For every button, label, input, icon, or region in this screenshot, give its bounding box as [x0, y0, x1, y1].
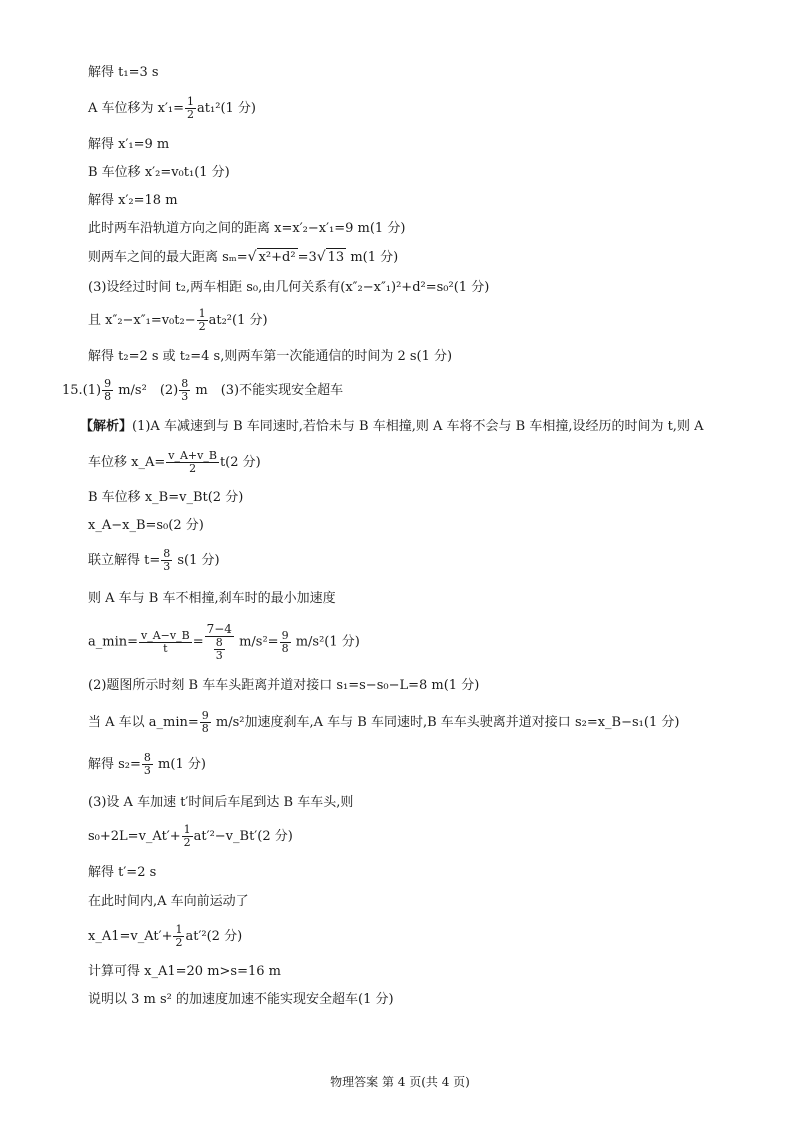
line-part3-relation: 且 x″₂−x″₁=v₀t₂− $\frac{1}{2}$ at₂²(1 分) [88, 307, 268, 333]
line-conclusion: 说明以 3 m s² 的加速度加速不能实现安全超车(1 分) [88, 992, 394, 1007]
line-solve-x2: 解得 x′₂=18 m [88, 193, 178, 208]
line-max-distance: 则两车之间的最大距离 sₘ=√ x²+d² =3√ 13 m(1 分) [88, 249, 399, 265]
line-solve-tprime: 解得 t′=2 s [88, 865, 157, 880]
line-solve-t1: 解得 t₁=3 s [88, 65, 159, 80]
line-solve-t: 联立解得 t= $\frac{8}{3}$ s(1 分) [88, 547, 220, 573]
line-in-this-time: 在此时间内,A 车向前运动了 [88, 894, 249, 909]
page-footer: 物理答案 第 4 页(共 4 页) [330, 1075, 470, 1089]
line-min-accel-text: 则 A 车与 B 车不相撞,刹车时的最小加速度 [88, 591, 336, 606]
analysis-tag: 【解析】 [80, 419, 133, 434]
question-15-answers: 15.(1) $\frac{9}{8}$ m/s² (2) $\frac{8}{3}$ m (3)不能实现安全超车 [62, 377, 344, 403]
line-analysis-intro: 【解析】(1)A 车减速到与 B 车同速时,若恰未与 B 车相撞,则 A 车将不会与 B 车相撞,设经历的时间为 t,则 A [80, 419, 704, 434]
line-b-displacement: B 车位移 x′₂=v₀t₁(1 分) [88, 165, 230, 180]
line-compute-xa1: 计算可得 x_A1=20 m>s=16 m [88, 964, 281, 979]
line-xa-minus-xb: x_A−x_B=s₀(2 分) [88, 518, 204, 533]
line-xb: B 车位移 x_B=v_Bt(2 分) [88, 490, 244, 505]
line-a-displacement: A 车位移为 x′₁= $\frac{1}{2}$ at₁²(1 分) [88, 95, 256, 121]
line-xa: 车位移 x_A= $\frac{v\_A+v\_B}{2}$ t(2 分) [88, 449, 261, 475]
line-amin-formula: a_min= $\frac{v\_A-v\_B}{t}$ = $\frac{7-4}{\frac{8}{3}}$ m/s²= $\frac{9}{8}$ m/s²(1 分) [88, 622, 360, 662]
line-part3-geometry: (3)设经过时间 t₂,两车相距 s₀,由几何关系有(x″₂−x″₁)²+d²=s₀²(1 分) [88, 280, 490, 295]
line-solve-s2: 解得 s₂= $\frac{8}{3}$ m(1 分) [88, 751, 206, 777]
line-part2-braking: 当 A 车以 a_min= $\frac{9}{8}$ m/s²加速度刹车,A 车与 B 车同速时,B 车车头驶离并道对接口 s₂=x_B−s₁(1 分) [88, 709, 680, 735]
line-part3-setup: (3)设 A 车加速 t′时间后车尾到达 B 车车头,则 [88, 795, 354, 810]
line-xa1: x_A1=v_At′+ $\frac{1}{2}$ at′²(2 分) [88, 923, 243, 949]
line-part2-s1: (2)题图所示时刻 B 车车头距离并道对接口 s₁=s−s₀−L=8 m(1 分) [88, 678, 480, 693]
line-part3-equation: s₀+2L=v_At′+ $\frac{1}{2}$ at′²−v_Bt′(2 分) [88, 823, 293, 849]
line-part3-result: 解得 t₂=2 s 或 t₂=4 s,则两车第一次能通信的时间为 2 s(1 分) [88, 349, 453, 364]
line-track-distance: 此时两车沿轨道方向之间的距离 x=x′₂−x′₁=9 m(1 分) [88, 221, 406, 236]
line-solve-x1: 解得 x′₁=9 m [88, 137, 170, 152]
